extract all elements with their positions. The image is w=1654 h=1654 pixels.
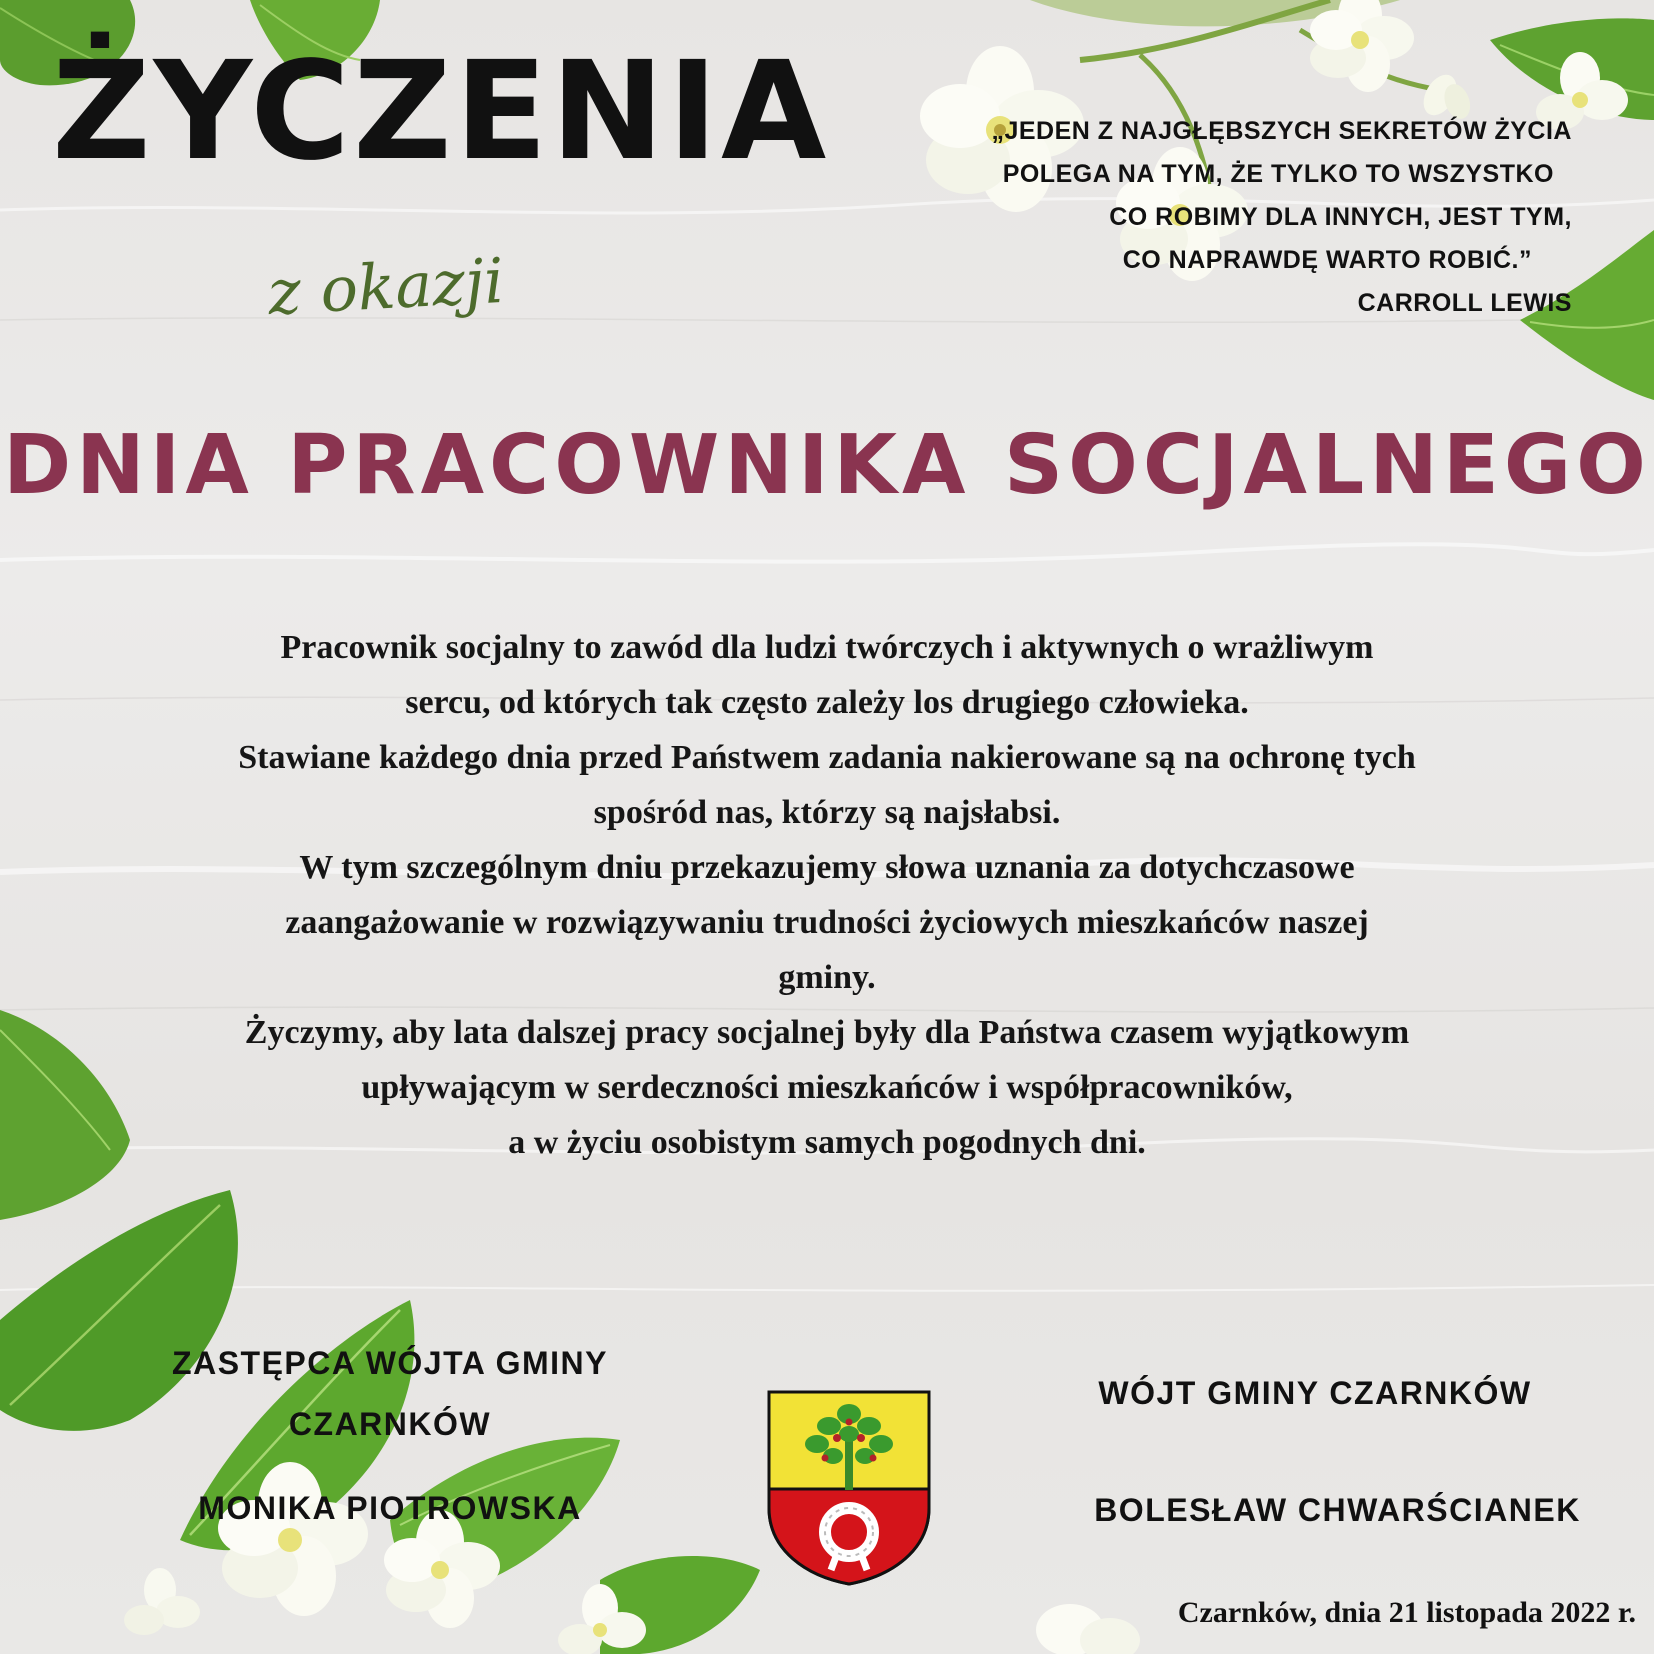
body-line: a w życiu osobistym samych pogodnych dni. [508, 1124, 1146, 1161]
quote-block [852, 110, 1572, 325]
body-line: Pracownik socjalny to zawód dla ludzi twórczych i aktywnych o wrażliwym [280, 629, 1374, 666]
left-signature-role-line1: ZASTĘPCA WÓJTA GMINY [172, 1345, 608, 1381]
body-line: gminy. [778, 959, 876, 996]
coat-of-arms-icon [767, 1390, 931, 1586]
right-signature-role: WÓJT GMINY CZARNKÓW [1098, 1375, 1532, 1411]
body-line: Stawiane każdego dnia przed Państwem zadania nakierowane są na ochronę tych [238, 739, 1416, 776]
left-signature-role-line2: CZARNKÓW [288, 1406, 492, 1442]
quote-line: CO NAPRAWDĘ WARTO ROBIĆ.” [1122, 246, 1532, 274]
left-signature-name: MONIKA PIOTROWSKA [198, 1490, 582, 1526]
quote-line: CO ROBIMY DLA INNYCH, JEST TYM, [1109, 203, 1572, 231]
quote-author: CARROLL LEWIS [1357, 289, 1572, 317]
greeting-body [90, 620, 1564, 1170]
subtitle: z okazji [266, 243, 506, 330]
body-line: upływającym w serdeczności mieszkańców i współpracowników, [361, 1069, 1293, 1106]
body-line: W tym szczególnym dniu przekazujemy słowa uznania za dotychczasowe [299, 849, 1355, 886]
page-title: ŻYCZENIA [52, 33, 830, 191]
quote-line: POLEGA NA TYM, ŻE TYLKO TO WSZYSTKO [1002, 160, 1554, 188]
body-line: Życzymy, aby lata dalszej pracy socjalnej były dla Państwa czasem wyjątkowym [244, 1014, 1410, 1051]
right-signature-name: BOLESŁAW CHWARŚCIANEK [1094, 1492, 1581, 1528]
body-line: zaangażowanie w rozwiązywaniu trudności życiowych mieszkańców naszej [285, 904, 1369, 941]
body-line: spośród nas, którzy są najsłabsi. [593, 794, 1061, 831]
jasmine-flower-icon [1030, 1590, 1150, 1654]
date-line: Czarnków, dnia 21 listopada 2022 r. [1177, 1596, 1636, 1629]
body-line: sercu, od których tak często zależy los drugiego człowieka. [405, 684, 1249, 721]
occasion-heading: DNIA PRACOWNIKA SOCJALNEGO [3, 418, 1651, 513]
quote-line: „JEDEN Z NAJGŁĘBSZYCH SEKRETÓW ŻYCIA [991, 117, 1572, 145]
